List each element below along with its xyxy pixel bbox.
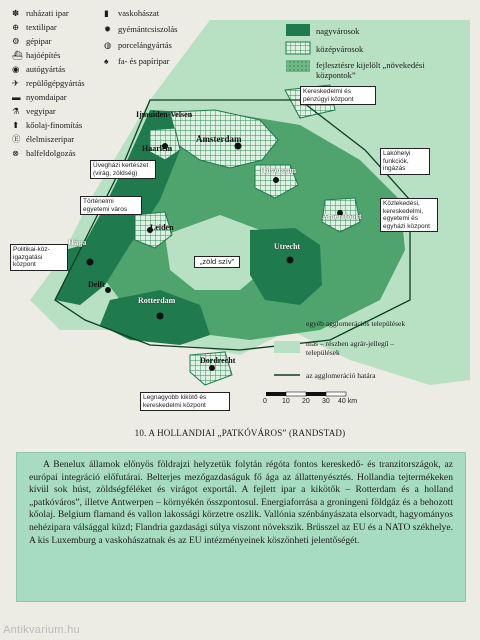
legend-item-fish: ⊗ halfeldolgozás	[12, 148, 76, 158]
scale-30: 30	[322, 398, 330, 405]
body-text: A Benelux államok előnyös földrajzi helyzetük folytán régóta fontos kereskedő- és tranzitországok, az európai integráció előfutárai. Belterjes mezőgazdaságuk fő ága az állattenyésztés. Hollandia tejtermékeken kívül sok húst, zöldségféléket és virágot exportál. A fejlett ipar a kikötők – Rotterdam és a holland „patkóváros”, illetve Antwerpen – környékén összpontosul. Energiaforrása a groningeni földgáz és a behozott kőolaj. Belgium flamand és vallon lakossági körzetre oszlik. Vallónia szénbányászata elsorvadt, hagyományos nehézipara válsággal küzd; Flandria gazdasági súlya viszont növekszik. Brüsszel az EU és a NATO székhelye. A kis Luxemburg a vaskohászatnak és az EU intézményeinek köszönheti jelentőségét.	[16, 452, 466, 602]
legend-large-cities: nagyvárosok	[316, 26, 360, 36]
legend-item-porcelain: ◍ porcelángyártás	[104, 40, 172, 50]
legend-agrarian: más – részben agrár-jellegű – települések	[306, 339, 395, 357]
legend-item-chemical: ⚗ vegyipar	[12, 106, 56, 116]
label-haga: Hága	[68, 238, 87, 247]
swatch-large-cities	[286, 24, 310, 36]
label-amersfoort: Amersfoort	[322, 212, 362, 221]
annotation-haga: Politikai-köz-igazgatási központ	[10, 244, 68, 271]
label-amsterdam: Amsterdam	[196, 134, 242, 144]
label-ijmuiden: Ijmuiden-Velsen	[136, 110, 193, 119]
swatch-agglomeration	[274, 321, 300, 333]
legend-item-shipbuilding: ⛴ hajóépítés	[12, 50, 61, 60]
scale-bar	[266, 392, 346, 396]
haga-dot	[87, 259, 94, 266]
legend-item-clothing: ✽ ruházati ipar	[12, 8, 69, 18]
annotation-amsterdam: Kereskedelmi és pénzügyi központ	[300, 86, 376, 105]
legend-item-car: ◉ autógyártás	[12, 64, 66, 74]
label-utrecht: Utrecht	[274, 242, 301, 251]
scale-40: 40 km	[338, 398, 358, 405]
label-delft: Delft	[88, 280, 105, 289]
legend-medium-cities: középvárosok	[316, 44, 364, 54]
legend-item-oil: ⬆ kőolaj-finomítás	[12, 120, 83, 130]
legend-item-food: Ⓔ élelmiszeripar	[12, 134, 75, 144]
hilversum-dot	[273, 177, 279, 183]
annotation-historic: Történelmi egyetemi város	[80, 196, 142, 215]
legend-item-aircraft: ✈ repülőgépgyártás	[12, 78, 85, 88]
label-leiden: Leiden	[150, 223, 174, 232]
legend-item-diamond: ✹ gyémántcsiszolás	[104, 24, 178, 34]
dordrecht-dot	[209, 365, 215, 371]
label-dordrecht: Dordrecht	[200, 356, 236, 365]
swatch-medium-cities	[286, 42, 310, 54]
label-rotterdam: Rotterdam	[138, 296, 176, 305]
label-haarlem: Haarlem	[142, 144, 173, 153]
annotation-utrecht: Közlekedési, kereskedelmi, egyetemi és egyházi központ	[380, 198, 438, 232]
legend-item-textile: ⊕ textilipar	[12, 22, 57, 32]
rotterdam-dot	[157, 313, 164, 320]
scale-10: 10	[282, 398, 290, 405]
swatch-growth-centres	[286, 60, 310, 72]
utrecht-dot	[287, 257, 294, 264]
legend-agglomeration: egyéb agglomerációs települések	[306, 319, 406, 328]
annotation-rotterdam: Legnagyobb kikötő és kereskedelmi központ	[140, 392, 230, 411]
legend-boundary: az agglomeráció határa	[306, 371, 376, 380]
legend-item-steel: ▮ vaskohászat	[104, 8, 160, 18]
map-caption: 10. A HOLLANDIAI „PATKÓVÁROS” (RANDSTAD)	[134, 428, 346, 438]
annotation-greenhouse: Üvegházi kertészet (virág, zöldség)	[90, 160, 156, 179]
legend-item-printing: ▬ nyomdaipar	[12, 92, 67, 102]
delft-dot	[105, 287, 111, 293]
watermark: Antikvarium.hu	[3, 624, 80, 636]
scale-20: 20	[302, 398, 310, 405]
legend-item-machinery: ⚙ gépipar	[12, 36, 52, 46]
legend-item-wood: ♠ fa- és papíripar	[104, 56, 170, 66]
swatch-agrarian	[274, 341, 300, 353]
label-hilversum: Hilversum	[260, 166, 296, 175]
annotation-green-heart: „zöld szív”	[194, 256, 240, 268]
legend-growth-centres: fejlesztésre kijelölt „növekedési központok”	[316, 60, 425, 80]
scale-0: 0	[263, 398, 267, 405]
annotation-hilversum: Lakóhelyi funkciók, ingázás	[380, 148, 430, 175]
